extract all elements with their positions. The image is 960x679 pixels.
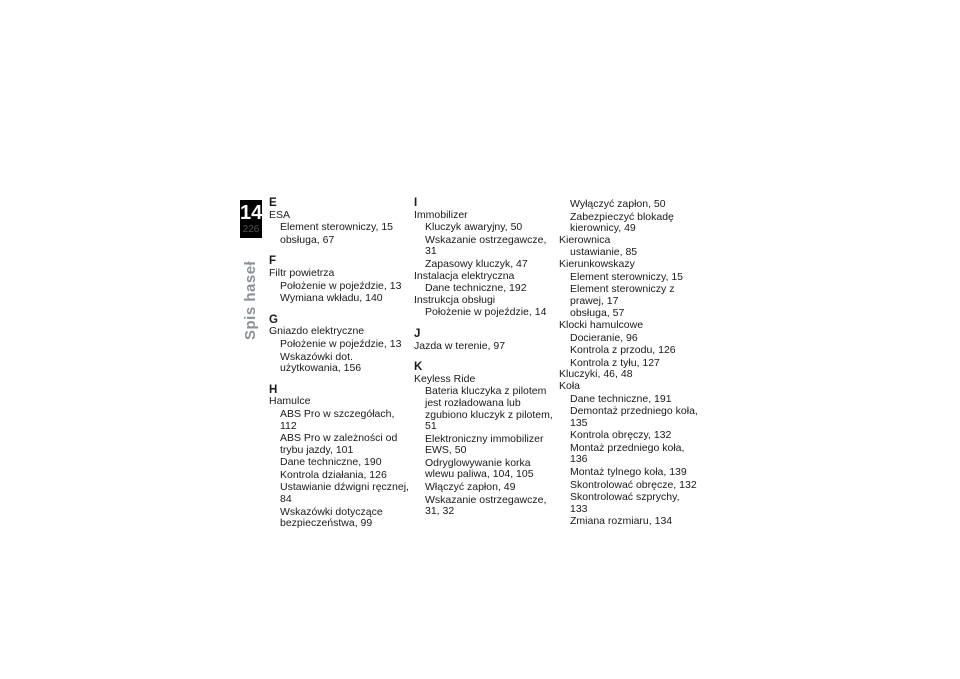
- index-subentry: Zmiana rozmiaru, 134: [570, 515, 673, 528]
- index-subentry: Docieranie, 96: [570, 331, 638, 344]
- index-term: Kierownica: [559, 233, 611, 246]
- index-term: Koła: [559, 379, 581, 392]
- index-subentry: Odryglowywanie korka wlewu paliwa, 104, 105: [425, 456, 534, 481]
- index-term: Kluczyki, 46, 48: [559, 368, 633, 381]
- index-letter: G: [269, 313, 278, 326]
- index-subentry: Kontrola działania, 126: [280, 468, 387, 481]
- index-subentry: obsługa, 67: [280, 233, 335, 246]
- index-subentry: Wskazówki dot. użytkowania, 156: [280, 350, 362, 375]
- index-term: Instrukcja obsługi: [414, 293, 496, 306]
- index-subentry: Dane techniczne, 191: [570, 392, 672, 405]
- index-subentry: ustawianie, 85: [570, 246, 638, 259]
- index-subentry: ABS Pro w zależności od trybu jazdy, 101: [280, 432, 398, 456]
- index-subentry: ABS Pro w szczegółach, 112: [280, 407, 395, 432]
- index-column-3: [559, 198, 699, 528]
- index-term: Immobilizer: [414, 208, 468, 221]
- index-term: Gniazdo elektryczne: [269, 325, 365, 338]
- index-subentry: Skontrolować szprychy, 133: [570, 491, 680, 515]
- index-term: Jazda w terenie, 97: [414, 339, 506, 352]
- index-term: ESA: [269, 208, 291, 221]
- index-subentry: Wymiana wkładu, 140: [280, 292, 383, 305]
- index-term: Hamulce: [269, 395, 311, 408]
- index-subentry: Położenie w pojeździe, 14: [425, 306, 547, 319]
- index-subentry: Zabezpieczyć blokadę kierownicy, 49: [570, 210, 674, 235]
- index-letter: K: [414, 361, 423, 374]
- index-subentry: Bateria kluczyka z pilotem jest rozładowana lub zgubiono kluczyk z pilotem, 51: [425, 385, 553, 433]
- index-term: Filtr powietrza: [269, 266, 335, 279]
- index-subentry: Dane techniczne, 190: [280, 456, 382, 469]
- index-subentry: Położenie w pojeździe, 13: [280, 337, 402, 350]
- index-subentry: Zapasowy kluczyk, 47: [425, 257, 528, 270]
- index-subentry: Element sterowniczy, 15: [280, 221, 394, 234]
- index-subentry: Wyłączyć zapłon, 50: [570, 198, 666, 210]
- index-term: Kierunkowskazy: [559, 257, 635, 270]
- index-subentry: obsługa, 57: [570, 307, 625, 320]
- index-subentry: Skontrolować obręcze, 132: [570, 478, 697, 491]
- index-letter: I: [414, 197, 418, 209]
- index-subentry: Położenie w pojeździe, 13: [280, 279, 402, 292]
- index-letter: H: [269, 383, 278, 396]
- index-subentry: Kontrola obręczy, 132: [570, 429, 672, 442]
- index-letter: F: [269, 255, 277, 268]
- index-subentry: Kontrola z przodu, 126: [570, 344, 676, 357]
- index-column-1: [269, 198, 409, 530]
- index-subentry: Wskazówki dotyczące bezpieczeństwa, 99: [280, 505, 383, 530]
- index-subentry: Kluczyk awaryjny, 50: [425, 221, 523, 234]
- section-title: Spis haseł: [242, 260, 259, 340]
- index-subentry: Włączyć zapłon, 49: [425, 481, 516, 494]
- index-subentry: Wskazanie ostrzegawcze, 31, 32: [425, 493, 547, 518]
- index-subentry: Element sterowniczy z prawej, 17: [570, 283, 675, 307]
- index-subentry: Montaż przedniego koła, 136: [570, 441, 685, 466]
- index-subentry: Wskazanie ostrzegawcze, 31: [425, 233, 547, 258]
- index-subentry: Element sterowniczy, 15: [570, 270, 684, 283]
- index-letter: E: [269, 197, 277, 209]
- index-subentry: Elektroniczny immobilizer EWS, 50: [425, 432, 544, 457]
- index-term: Instalacja elektryczna: [414, 269, 515, 282]
- chapter-number: 14: [240, 202, 263, 224]
- index-subentry: Montaż tylnego koła, 139: [570, 466, 687, 479]
- index-term: Keyless Ride: [414, 372, 476, 385]
- index-subentry: Kontrola z tyłu, 127: [570, 356, 660, 369]
- index-subentry: Dane techniczne, 192: [425, 282, 527, 295]
- index-column-2: [414, 198, 554, 518]
- index-subentry: Ustawianie dźwigni ręcznej, 84: [280, 481, 409, 506]
- index-letter: J: [414, 327, 421, 340]
- page-number: 226: [242, 224, 260, 235]
- index-subentry: Demontaż przedniego koła, 135: [570, 405, 698, 429]
- index-term: Klocki hamulcowe: [559, 318, 644, 331]
